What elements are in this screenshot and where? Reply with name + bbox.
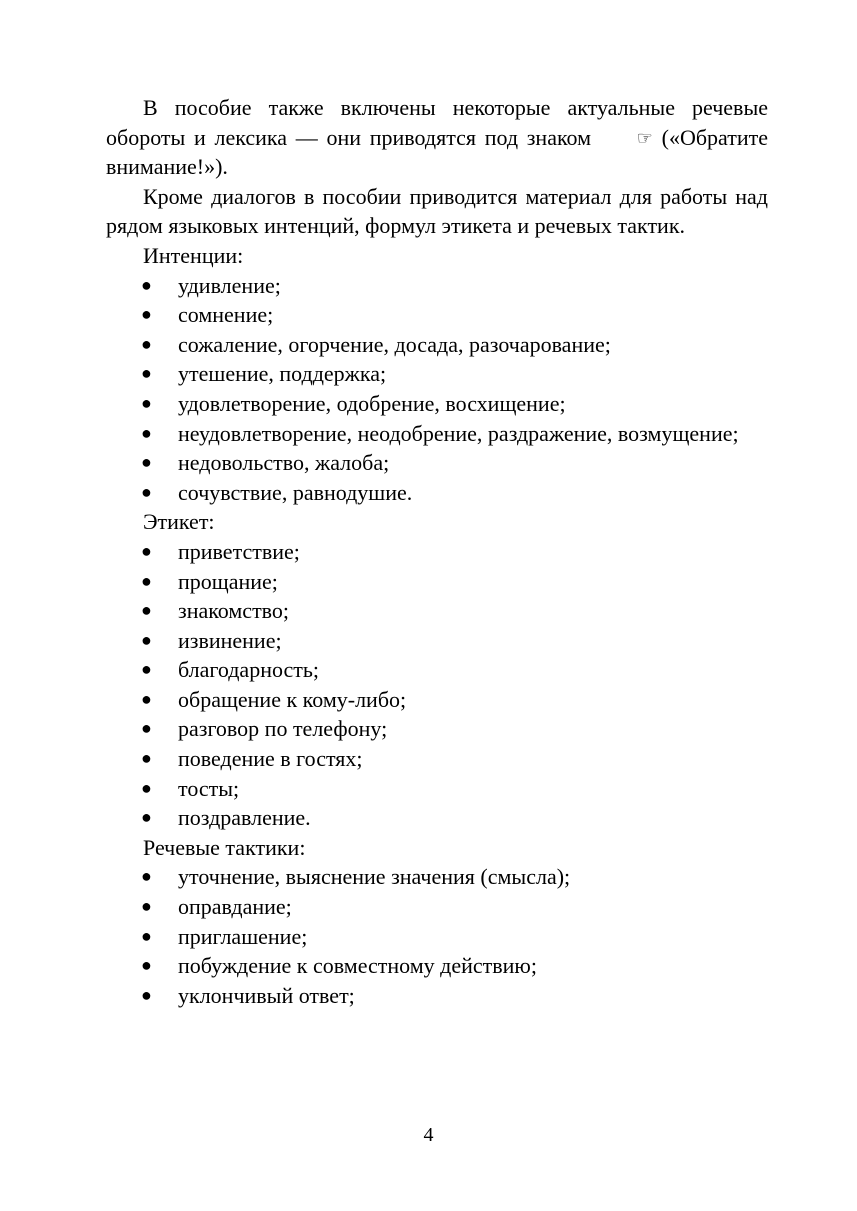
bullet-icon: ● — [141, 392, 152, 413]
bullet-icon: ● — [141, 481, 152, 502]
list-item — [106, 744, 768, 774]
list-item-text: благодарность; — [178, 657, 320, 683]
bullet-icon: ● — [141, 333, 152, 354]
list-item-text: поведение в гостях; — [178, 746, 363, 772]
bullet-icon: ● — [141, 955, 152, 976]
list-item — [106, 981, 768, 1011]
bullet-icon: ● — [141, 925, 152, 946]
bullet-icon: ● — [141, 896, 152, 917]
section-heading: Речевые тактики: — [143, 834, 306, 860]
list-item-text: обращение к кому-либо; — [178, 686, 407, 712]
list-item-text: сожаление, огорчение, досада, разочарование; — [178, 331, 611, 357]
intro-text-after-icon: («Обратите внимание!»). — [106, 124, 768, 180]
bullet-icon: ● — [141, 777, 152, 798]
list-item — [106, 922, 768, 952]
list-item-text: тосты; — [178, 775, 240, 801]
intro-paragraph-1 — [106, 93, 768, 182]
list-item-text: утешение, поддержка; — [178, 361, 387, 387]
bullet-icon: ● — [141, 659, 152, 680]
section-intentions — [106, 241, 768, 507]
bullet-icon: ● — [141, 452, 152, 473]
list-item-text: удивление; — [178, 272, 281, 298]
bullet-icon: ● — [141, 570, 152, 591]
list-item — [106, 300, 768, 330]
list-item — [106, 537, 768, 567]
list-item-text: разговор по телефону; — [178, 716, 388, 742]
bullet-icon: ● — [141, 866, 152, 887]
list-item — [106, 951, 768, 981]
bullet-list — [106, 862, 768, 1010]
list-item — [106, 478, 768, 508]
bullet-icon: ● — [141, 984, 152, 1005]
list-item-text: поздравление. — [178, 805, 311, 831]
list-item — [106, 892, 768, 922]
hand-pointing-right-icon: ☞ — [636, 127, 653, 149]
list-item-text: приветствие; — [178, 538, 300, 564]
list-item — [106, 685, 768, 715]
list-item-text: побуждение к совместному действию; — [178, 953, 537, 979]
section-etiquette — [106, 507, 768, 833]
list-item-text: знакомство; — [178, 598, 290, 624]
bullet-icon: ● — [141, 540, 152, 561]
bullet-icon: ● — [141, 807, 152, 828]
list-item — [106, 862, 768, 892]
section-heading: Этикет: — [143, 509, 215, 535]
bullet-icon: ● — [141, 422, 152, 443]
bullet-icon: ● — [141, 688, 152, 709]
list-item-text: прощание; — [178, 568, 278, 594]
list-item — [106, 655, 768, 685]
bullet-list — [106, 537, 768, 833]
list-item-text: извинение; — [178, 627, 282, 653]
list-item-text: приглашение; — [178, 923, 308, 949]
list-item-text: уклончивый ответ; — [178, 982, 355, 1008]
bullet-icon: ● — [141, 304, 152, 325]
list-item — [106, 596, 768, 626]
section-speech-tactics — [106, 833, 768, 1011]
list-item — [106, 271, 768, 301]
list-item-text: неудовлетворение, неодобрение, раздражение, возмущение; — [178, 420, 739, 446]
bullet-icon: ● — [141, 629, 152, 650]
list-item-text: оправдание; — [178, 894, 292, 920]
intro-text-before-icon: В пособие также включены некоторые актуальные речевые обороты и лексика — они приводятся под знаком — [106, 95, 768, 150]
bullet-icon: ● — [141, 718, 152, 739]
bullet-icon: ● — [141, 274, 152, 295]
list-item-text: сочувствие, равнодушие. — [178, 479, 413, 505]
bullet-icon: ● — [141, 600, 152, 621]
list-item — [106, 714, 768, 744]
intro-paragraph-2: Кроме диалогов в пособии приводится материал для работы над рядом языковых интенций, формул этикета и речевых тактик. — [106, 183, 768, 239]
list-item — [106, 626, 768, 656]
page-number: 4 — [423, 1124, 434, 1146]
list-item — [106, 389, 768, 419]
list-item — [106, 359, 768, 389]
bullet-list — [106, 271, 768, 508]
list-item — [106, 567, 768, 597]
list-item — [106, 774, 768, 804]
bullet-icon: ● — [141, 748, 152, 769]
list-item-text: уточнение, выяснение значения (смысла); — [178, 864, 571, 890]
list-item — [106, 803, 768, 833]
list-item — [106, 448, 768, 478]
list-item — [106, 419, 768, 449]
page-content — [106, 93, 768, 1010]
bullet-icon: ● — [141, 363, 152, 384]
list-item-text: недовольство, жалоба; — [178, 450, 390, 476]
list-item — [106, 330, 768, 360]
list-item-text: удовлетворение, одобрение, восхищение; — [178, 390, 566, 416]
section-heading: Интенции: — [143, 242, 244, 268]
list-item-text: сомнение; — [178, 302, 274, 328]
